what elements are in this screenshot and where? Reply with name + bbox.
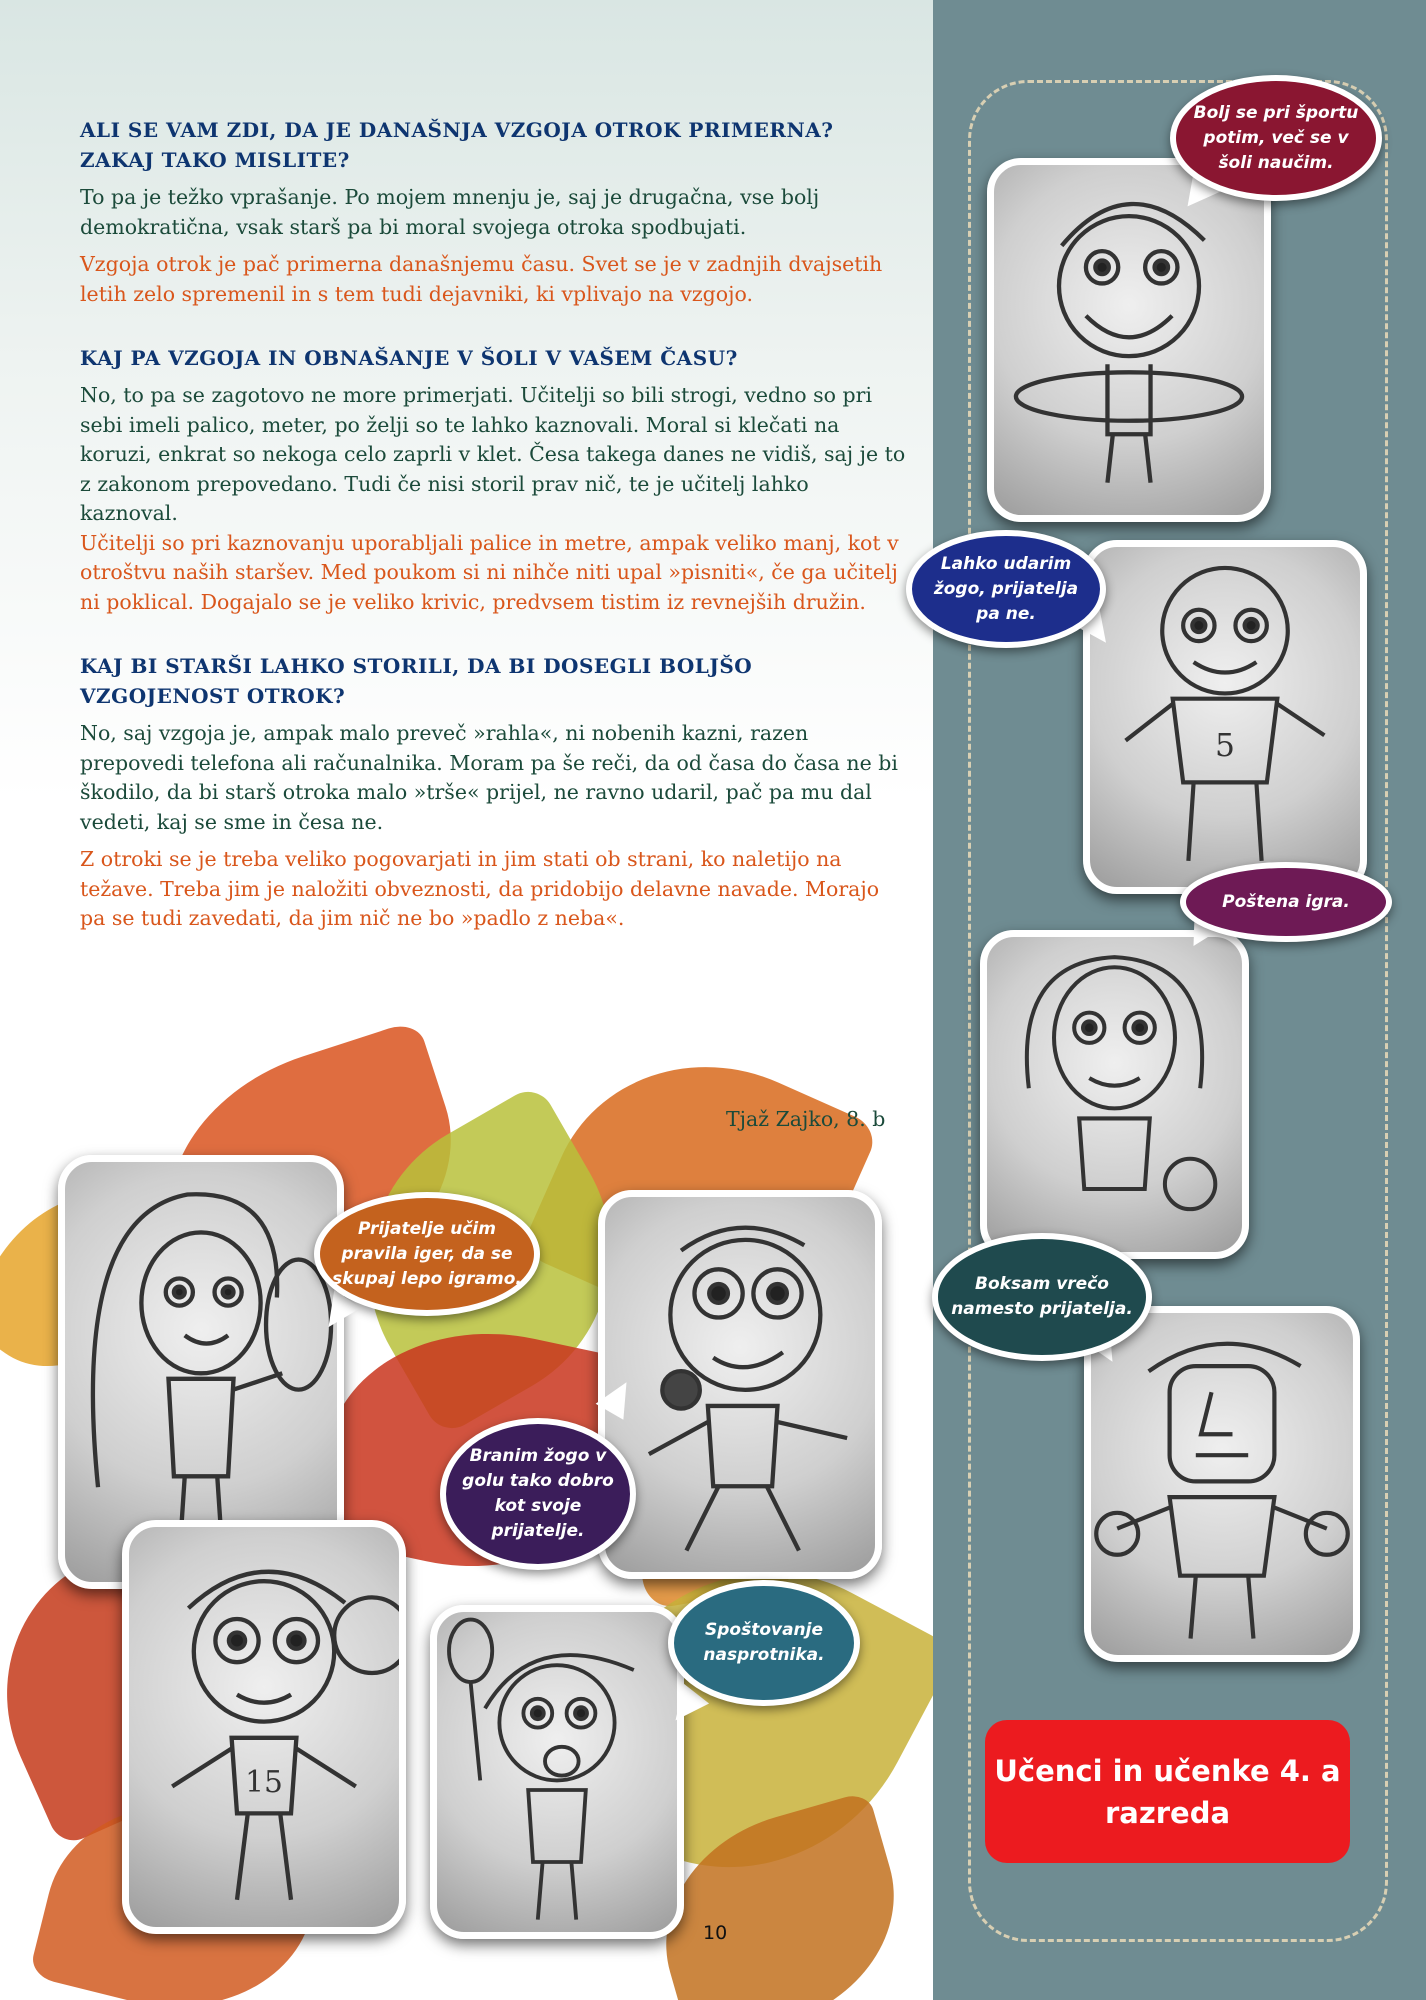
interview-article xyxy=(80,115,910,934)
question-2: KAJ PA VZGOJA IN OBNAŠANJE V ŠOLI V VAŠEM ČASU? xyxy=(80,346,738,370)
answer-2-text: No, to pa se zagotovo ne more primerjati. Učitelji so bili strogi, vedno so pri sebi imeli palico, meter, po želji so te lahko kaznovali. Moral si klečati na koruzi, enkrat so nekoga celo zaprli v klet. Česa takega danes ne vidiš, saj je to z zakonom prepovedano. Tudi če nisi storil prav nič, te je učitelj lahko kaznoval. xyxy=(80,383,906,525)
question-1: ALI SE VAM ZDI, DA JE DANAŠNJA VZGOJA OTROK PRIMERNA? ZAKAJ TAKO MISLITE? xyxy=(80,118,834,172)
sketch-boy-runner xyxy=(994,165,1264,515)
sketch-boy-boxer xyxy=(1091,1313,1353,1655)
answer-1-text-highlight: Vzgoja otrok je pač primerna današnjemu času. Svet se je v zadnjih dvajsetih letih zelo spremenil in s tem tudi dejavniki, ki vplivajo na vzgojo. xyxy=(80,252,883,306)
speech-bubble-sport: Bolj se pri športu potim, več se v šoli naučim. xyxy=(1170,75,1382,201)
page-number: 10 xyxy=(703,1922,728,1944)
speech-bubble-goalkeeper: Branim žogo v golu tako dobro kot svoje prijatelje. xyxy=(440,1418,636,1570)
sketch-boy-football xyxy=(1090,547,1360,887)
answer-3-text-highlight: Z otroki se je treba veliko pogovarjati in jim stati ob strani, ko naletijo na težave. Treba jim je naložiti obveznosti, da pridobijo delavne navade. Morajo pa se tudi zavedati, da jim nič ne bo »padlo z neba«. xyxy=(80,847,880,930)
sketch-girl-badminton xyxy=(437,1612,677,1932)
speech-bubble-respect: Spoštovanje nasprotnika. xyxy=(668,1580,860,1706)
sketch-boy-basketball xyxy=(129,1527,399,1927)
drawing-girl-fair-play xyxy=(980,930,1249,1259)
sketch-girl-fair-play xyxy=(987,937,1242,1252)
article-author: Tjaž Zajko, 8. b xyxy=(726,1107,886,1131)
class-credit-box: Učenci in učenke 4. a razreda xyxy=(985,1720,1350,1863)
drawing-goalkeeper xyxy=(598,1190,882,1579)
drawing-football-player xyxy=(1083,540,1367,894)
speech-bubble-football: Lahko udarim žogo, prijatelja pa ne. xyxy=(906,530,1106,648)
drawing-runner xyxy=(987,158,1271,522)
answer-2-text-highlight: Učitelji so pri kaznovanju uporabljali palice in metre, ampak veliko manj, kot v otroštvu naših staršev. Med poukom si ni nihče niti upal »pisniti«, če ga učitelj ni poklical. Dogajalo se je veliko krivic, predvsem tistim iz revnejših družin. xyxy=(80,530,899,614)
drawing-boxer xyxy=(1084,1306,1360,1662)
speech-bubble-boxing: Boksam vrečo namesto prijatelja. xyxy=(932,1233,1152,1361)
sketch-girl-tennis xyxy=(65,1162,337,1582)
speech-bubble-tennis: Prijatelje učim pravila iger, da se skupaj lepo igramo. xyxy=(314,1192,540,1316)
svg-text:15: 15 xyxy=(245,1764,283,1800)
drawing-girl-badminton xyxy=(430,1605,684,1939)
sketch-boy-goalkeeper xyxy=(605,1197,875,1572)
answer-3-text: No, saj vzgoja je, ampak malo preveč »rahla«, ni nobenih kazni, razen prepovedi telefona ali računalnika. Moram pa še reči, da od časa do časa ne bi škodilo, da bi starš otroka malo »trše« prijel, ne ravno udaril, pač pa mu dal vedeti, kaj se sme in česa ne. xyxy=(80,721,898,834)
question-3: KAJ BI STARŠI LAHKO STORILI, DA BI DOSEGLI BOLJŠO VZGOJENOST OTROK? xyxy=(80,654,753,708)
answer-1-text: To pa je težko vprašanje. Po mojem mnenju je, saj je drugačna, vse bolj demokratična, vsak starš pa bi moral svojega otroka spodbujati. xyxy=(80,185,820,239)
svg-text:5: 5 xyxy=(1215,728,1235,765)
drawing-basketball-player xyxy=(122,1520,406,1934)
speech-bubble-fair-play: Poštena igra. xyxy=(1180,862,1392,942)
